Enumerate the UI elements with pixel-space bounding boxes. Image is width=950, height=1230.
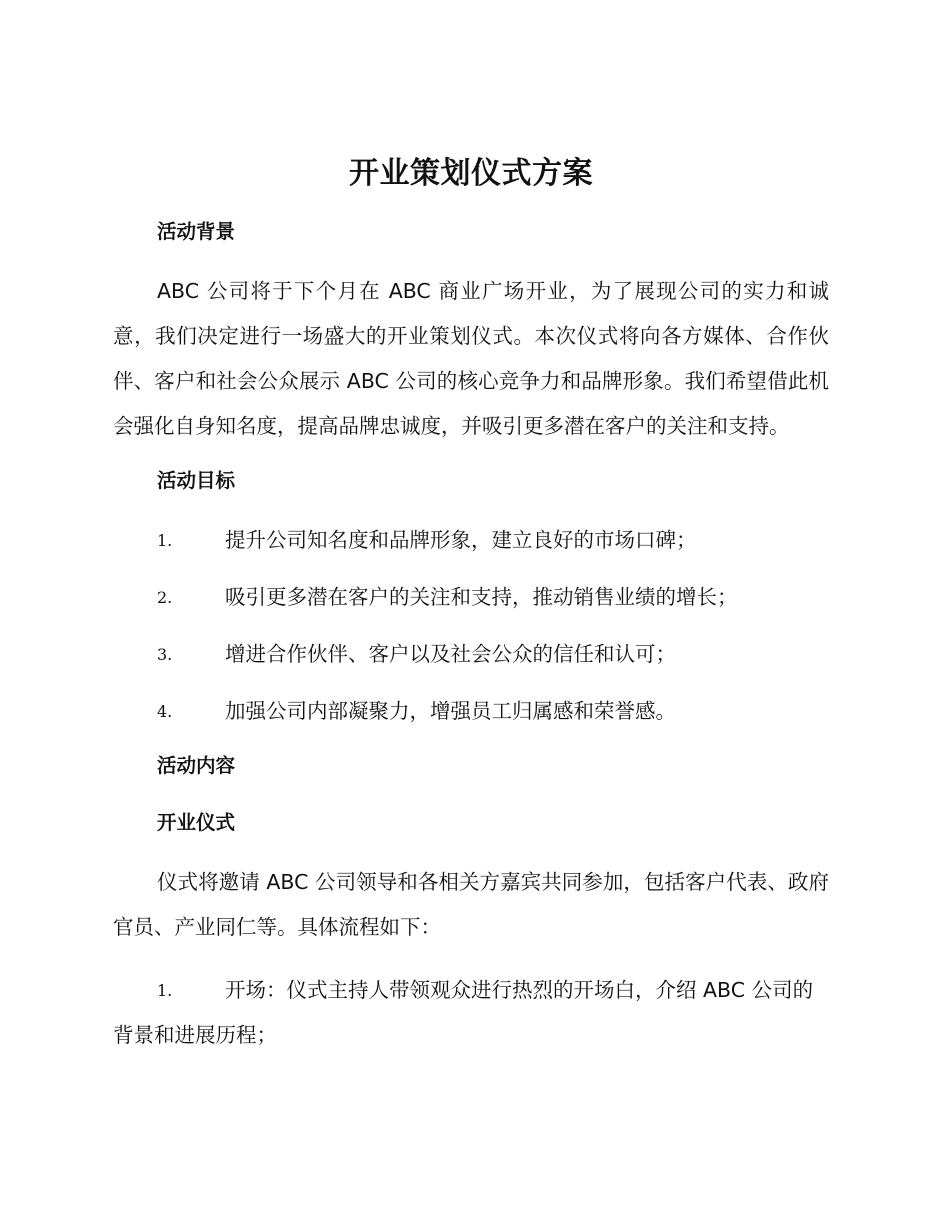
document-body	[113, 150, 829, 1070]
list-item	[113, 632, 829, 677]
list-item-text: 开场：仪式主持人带领观众进行热烈的开场白，介绍 ABC 公司的背景和进展历程；	[113, 978, 814, 1047]
list-item-number: 1.	[157, 981, 173, 1000]
list-item-number: 2.	[157, 588, 173, 607]
goals-list	[113, 518, 829, 734]
list-item-number: 1.	[157, 531, 173, 550]
list-item	[113, 968, 829, 1058]
ceremony-paragraph: 仪式将邀请 ABC 公司领导和各相关方嘉宾共同参加，包括客户代表、政府官员、产业同仁等。具体流程如下：	[113, 870, 829, 939]
list-item	[113, 518, 829, 563]
list-item-text: 提升公司知名度和品牌形象，建立良好的市场口碑；	[225, 528, 697, 552]
list-item	[113, 689, 829, 734]
section-heading-content: 活动内容	[157, 754, 236, 777]
subsection-heading-ceremony: 开业仪式	[157, 811, 236, 834]
list-item-text: 增进合作伙伴、客户以及社会公众的信任和认可；	[225, 642, 676, 666]
section-heading-background: 活动背景	[157, 220, 236, 243]
section-heading-goals: 活动目标	[157, 469, 236, 492]
list-item-text: 吸引更多潜在客户的关注和支持，推动销售业绩的增长；	[225, 585, 738, 609]
list-item	[113, 575, 829, 620]
ceremony-steps-list	[113, 968, 829, 1058]
background-paragraph: ABC 公司将于下个月在 ABC 商业广场开业，为了展现公司的实力和诚意，我们决定进行一场盛大的开业策划仪式。本次仪式将向各方媒体、合作伙伴、客户和社会公众展示 ABC 公司的核心竞争力和品牌形象。我们希望借此机会强化自身知名度，提高品牌忠诚度，并吸引更多潜在客户的关注和支持。	[113, 279, 829, 438]
list-item-number: 3.	[157, 645, 173, 664]
document-title: 开业策划仪式方案	[349, 156, 593, 191]
list-item-text: 加强公司内部凝聚力，增强员工归属感和荣誉感。	[225, 699, 676, 723]
list-item-number: 4.	[157, 702, 173, 721]
